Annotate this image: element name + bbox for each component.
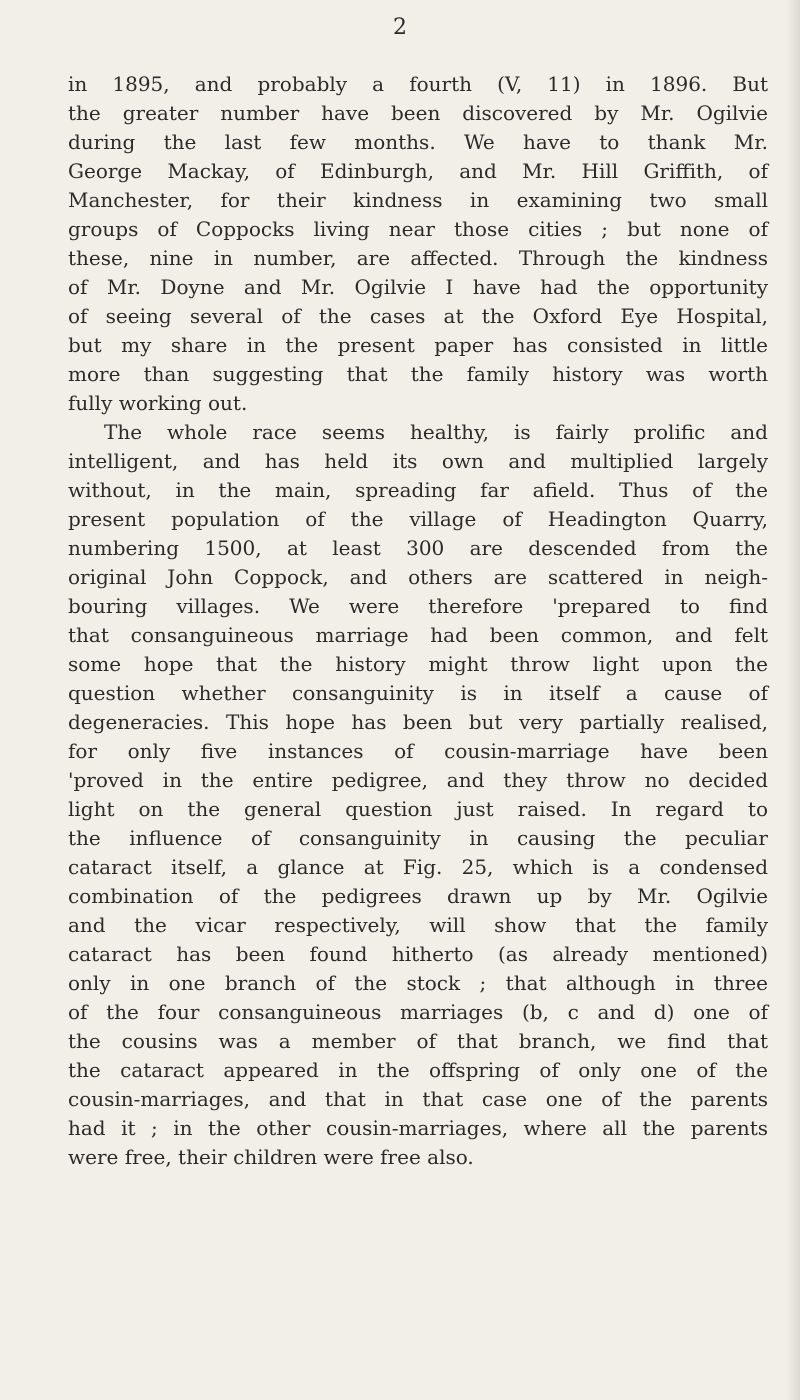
text-line: in 1895, and probably a fourth (V, 11) in 1896. But [68,72,768,96]
text-line: but my share in the present paper has consisted in little [68,333,768,357]
text-line: original John Coppock, and others are scattered in neigh- [68,565,768,589]
text-line: light on the general question just raised. In regard to [68,797,768,821]
text-line: these, nine in number, are affected. Through the kindness [68,246,768,270]
text-line: only in one branch of the stock ; that although in three [68,971,768,995]
text-line: the cousins was a member of that branch, we find that [68,1029,768,1053]
text-line: of the four consanguineous marriages (b, c and d) one of [68,1000,768,1024]
text-line: during the last few months. We have to thank Mr. [68,130,768,154]
page-edge-shadow [786,0,800,1400]
body-text [68,70,768,1172]
text-line: cataract has been found hitherto (as already mentioned) [68,942,768,966]
text-line: groups of Coppocks living near those cities ; but none of [68,217,768,241]
text-line: present population of the village of Headington Quarry, [68,507,768,531]
text-line: Manchester, for their kindness in examining two small [68,188,768,212]
text-line: more than suggesting that the family history was worth [68,362,768,386]
text-line: cataract itself, a glance at Fig. 25, which is a condensed [68,855,768,879]
text-line: intelligent, and has held its own and multiplied largely [68,449,768,473]
text-line: The whole race seems healthy, is fairly prolific and [104,420,768,444]
text-line: and the vicar respectively, will show that the family [68,913,768,937]
text-line: George Mackay, of Edinburgh, and Mr. Hill Griffith, of [68,159,768,183]
page-number: 2 [393,15,407,40]
text-line: had it ; in the other cousin-marriages, where all the parents [68,1116,768,1140]
text-line: combination of the pedigrees drawn up by Mr. Ogilvie [68,884,768,908]
text-line: the greater number have been discovered by Mr. Ogilvie [68,101,768,125]
text-line: degeneracies. This hope has been but very partially realised, [68,710,768,734]
text-line: without, in the main, spreading far afield. Thus of the [68,478,768,502]
text-line: question whether consanguinity is in itself a cause of [68,681,768,705]
text-line: 'proved in the entire pedigree, and they throw no decided [68,768,768,792]
text-line: fully working out. [68,391,248,415]
text-line: cousin-marriages, and that in that case one of the parents [68,1087,768,1111]
text-line: of Mr. Doyne and Mr. Ogilvie I have had the opportunity [68,275,768,299]
text-line: numbering 1500, at least 300 are descended from the [68,536,768,560]
text-line: were free, their children were free also. [68,1145,474,1169]
text-line: the cataract appeared in the offspring of only one of the [68,1058,768,1082]
text-line: for only five instances of cousin-marriage have been [68,739,768,763]
text-line: the influence of consanguinity in causing the peculiar [68,826,768,850]
text-line: that consanguineous marriage had been common, and felt [68,623,768,647]
text-line: bouring villages. We were therefore 'prepared to find [68,594,768,618]
text-line: some hope that the history might throw light upon the [68,652,768,676]
text-line: of seeing several of the cases at the Oxford Eye Hospital, [68,304,768,328]
